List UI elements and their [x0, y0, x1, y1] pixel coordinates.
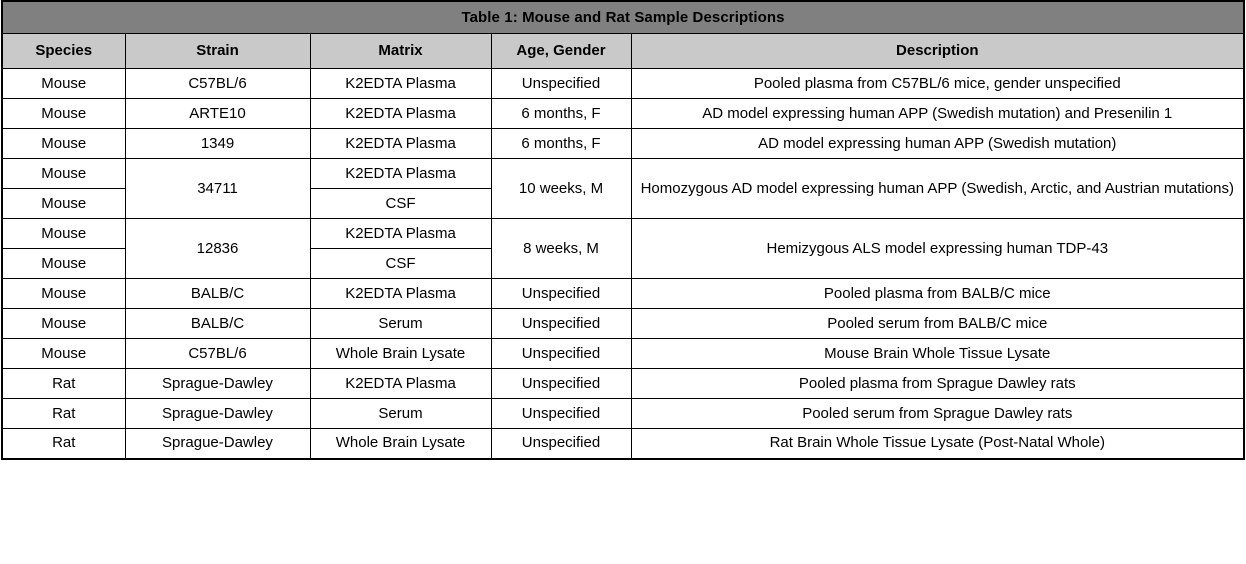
cell-description: Pooled serum from Sprague Dawley rats — [631, 399, 1244, 429]
cell-description: Pooled plasma from C57BL/6 mice, gender unspecified — [631, 69, 1244, 99]
cell-description: Rat Brain Whole Tissue Lysate (Post-Natal Whole) — [631, 429, 1244, 459]
table-row — [2, 219, 1244, 249]
cell-age-gender: Unspecified — [491, 399, 631, 429]
cell-species: Rat — [2, 429, 125, 459]
column-header-species: Species — [2, 34, 125, 69]
cell-species: Mouse — [2, 69, 125, 99]
cell-species: Mouse — [2, 279, 125, 309]
cell-strain: ARTE10 — [125, 99, 310, 129]
cell-description: AD model expressing human APP (Swedish mutation) and Presenilin 1 — [631, 99, 1244, 129]
table-row — [2, 339, 1244, 369]
cell-species: Mouse — [2, 99, 125, 129]
table-row — [2, 129, 1244, 159]
cell-matrix: K2EDTA Plasma — [310, 279, 491, 309]
cell-age-gender: 6 months, F — [491, 129, 631, 159]
cell-species: Mouse — [2, 129, 125, 159]
cell-age-gender: Unspecified — [491, 279, 631, 309]
cell-matrix: K2EDTA Plasma — [310, 129, 491, 159]
cell-matrix: Whole Brain Lysate — [310, 429, 491, 459]
cell-age-gender: 10 weeks, M — [491, 159, 631, 219]
cell-species: Mouse — [2, 219, 125, 249]
table-row — [2, 159, 1244, 189]
column-header-description: Description — [631, 34, 1244, 69]
cell-age-gender: Unspecified — [491, 429, 631, 459]
cell-matrix: K2EDTA Plasma — [310, 159, 491, 189]
cell-matrix: K2EDTA Plasma — [310, 369, 491, 399]
cell-species: Rat — [2, 369, 125, 399]
table-title-row — [2, 1, 1244, 34]
cell-age-gender: 6 months, F — [491, 99, 631, 129]
cell-matrix: K2EDTA Plasma — [310, 219, 491, 249]
cell-age-gender: Unspecified — [491, 369, 631, 399]
cell-strain: 34711 — [125, 159, 310, 219]
cell-matrix: Whole Brain Lysate — [310, 339, 491, 369]
table-row — [2, 69, 1244, 99]
cell-age-gender: 8 weeks, M — [491, 219, 631, 279]
table-row — [2, 429, 1244, 459]
cell-species: Mouse — [2, 249, 125, 279]
cell-description: Pooled plasma from BALB/C mice — [631, 279, 1244, 309]
cell-description: AD model expressing human APP (Swedish mutation) — [631, 129, 1244, 159]
cell-species: Mouse — [2, 159, 125, 189]
table-row — [2, 399, 1244, 429]
cell-strain: C57BL/6 — [125, 339, 310, 369]
cell-matrix: CSF — [310, 249, 491, 279]
cell-strain: Sprague-Dawley — [125, 369, 310, 399]
table-row — [2, 309, 1244, 339]
cell-strain: Sprague-Dawley — [125, 399, 310, 429]
cell-strain: BALB/C — [125, 309, 310, 339]
table-row — [2, 369, 1244, 399]
cell-strain: C57BL/6 — [125, 69, 310, 99]
cell-age-gender: Unspecified — [491, 339, 631, 369]
cell-matrix: CSF — [310, 189, 491, 219]
cell-species: Rat — [2, 399, 125, 429]
cell-age-gender: Unspecified — [491, 309, 631, 339]
cell-matrix: Serum — [310, 309, 491, 339]
cell-matrix: Serum — [310, 399, 491, 429]
cell-species: Mouse — [2, 339, 125, 369]
cell-description: Pooled serum from BALB/C mice — [631, 309, 1244, 339]
column-header-age-gender: Age, Gender — [491, 34, 631, 69]
cell-matrix: K2EDTA Plasma — [310, 99, 491, 129]
cell-description: Hemizygous ALS model expressing human TDP-43 — [631, 219, 1244, 279]
table-header-row — [2, 34, 1244, 69]
cell-matrix: K2EDTA Plasma — [310, 69, 491, 99]
column-header-matrix: Matrix — [310, 34, 491, 69]
cell-species: Mouse — [2, 189, 125, 219]
cell-strain: BALB/C — [125, 279, 310, 309]
table-row — [2, 99, 1244, 129]
cell-species: Mouse — [2, 309, 125, 339]
cell-description: Homozygous AD model expressing human APP (Swedish, Arctic, and Austrian mutations) — [631, 159, 1244, 219]
column-header-strain: Strain — [125, 34, 310, 69]
table-title: Table 1: Mouse and Rat Sample Descriptions — [2, 1, 1244, 34]
table-row — [2, 279, 1244, 309]
sample-descriptions-table — [1, 0, 1245, 460]
cell-strain: 12836 — [125, 219, 310, 279]
cell-age-gender: Unspecified — [491, 69, 631, 99]
cell-description: Mouse Brain Whole Tissue Lysate — [631, 339, 1244, 369]
cell-strain: Sprague-Dawley — [125, 429, 310, 459]
cell-strain: 1349 — [125, 129, 310, 159]
cell-description: Pooled plasma from Sprague Dawley rats — [631, 369, 1244, 399]
